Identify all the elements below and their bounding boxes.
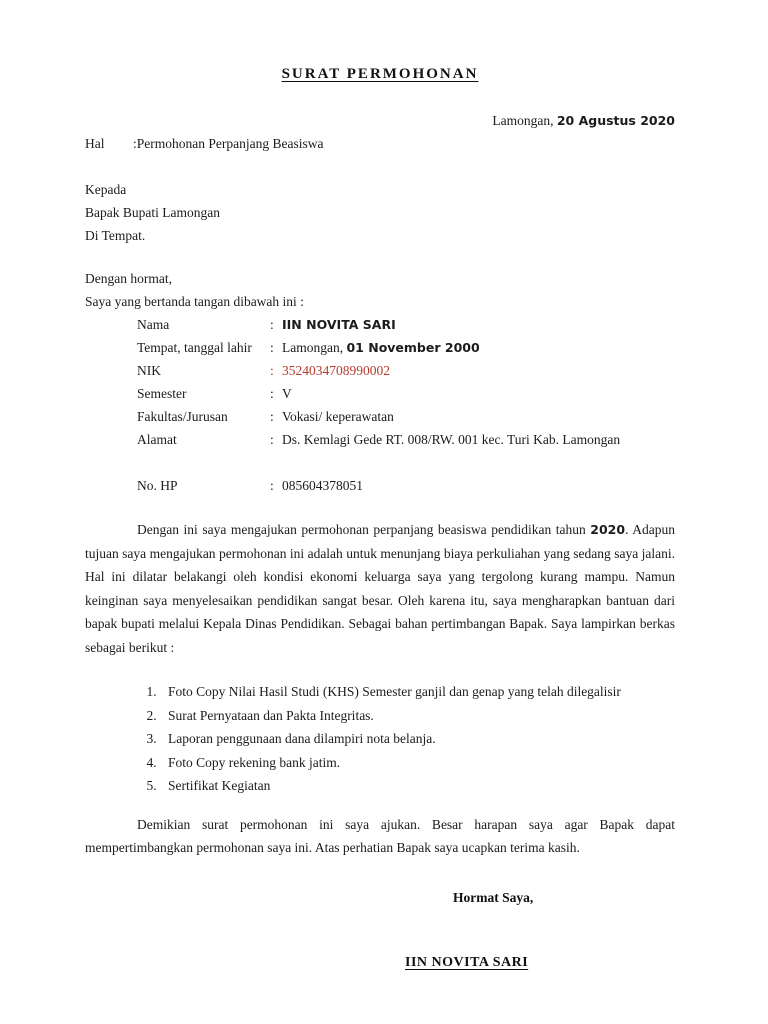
- field-alamat-label: Alamat: [137, 432, 177, 447]
- date-value: 20 Agustus 2020: [556, 113, 675, 128]
- field-row-hp: [137, 474, 675, 497]
- date-place: Lamongan,: [492, 113, 557, 128]
- field-row-ttl: [137, 336, 675, 359]
- field-row-semester: [137, 382, 675, 405]
- request-paragraph-part1: Dengan ini saya mengajukan permohonan perpanjang beasiswa pendidikan tahun: [137, 522, 591, 537]
- field-ttl-label: Tempat, tanggal lahir: [137, 340, 252, 355]
- field-ttl-value-date: 01 November 2000: [346, 340, 480, 355]
- field-hp-colon: :: [270, 478, 274, 493]
- field-semester-label: Semester: [137, 386, 187, 401]
- attachment-item-4: 4. Foto Copy rekening bank jatim.: [160, 751, 675, 775]
- field-semester-value: V: [282, 386, 292, 401]
- field-ttl-colon: :: [270, 340, 274, 355]
- field-nama-label: Nama: [137, 317, 170, 332]
- attachment-item-2: 2. Surat Pernyataan dan Pakta Integritas.: [160, 704, 675, 728]
- field-row-fakultas: [137, 405, 675, 428]
- field-alamat-value: Ds. Kemlagi Gede RT. 008/RW. 001 kec. Turi Kab. Lamongan: [282, 432, 621, 447]
- field-row-alamat: [137, 428, 675, 451]
- closing-paragraph: Demikian surat permohonan ini saya ajukan. Besar harapan saya agar Bapak dapat mempertimbangkan permohonan saya ini. Atas perhatian Bapak saya ucapkan terima kasih.: [85, 816, 675, 855]
- request-paragraph: [85, 518, 675, 659]
- attachment-list: [85, 680, 675, 798]
- recipient-line-1: Kepada: [85, 182, 127, 197]
- field-nik-colon: :: [270, 363, 274, 378]
- salutation-block: [85, 267, 675, 313]
- field-fakultas-value: Vokasi/ keperawatan: [282, 409, 394, 424]
- field-ttl-value: [282, 336, 480, 359]
- request-paragraph-year: 2020: [590, 522, 626, 537]
- recipient-block: [85, 178, 675, 247]
- field-nik-value: 3524034708990002: [282, 363, 390, 378]
- attachment-item-1: 1. Foto Copy Nilai Hasil Studi (KHS) Semester ganjil dan genap yang telah dilegalisir: [160, 680, 675, 704]
- signature-label: Hormat Saya,: [453, 889, 534, 905]
- request-paragraph-part2: . Adapun tujuan saya mengajukan permohonan ini adalah untuk menunjang biaya perkuliahan yang sedang saya jalani. Hal ini dilatar belakangi oleh kondisi ekonomi keluarga saya yang tergolong kurang mampu. Namun keinginan saya menyelesaikan pendidikan sangat besar. Oleh karena itu, saya mengharapkan bantuan dari bapak bupati melalui Kepala Dinas Pendidikan. Sebagai bahan pertimbangan Bapak. Saya lampirkan berkas sebagai berikut :: [85, 522, 675, 655]
- subject-colon: :: [133, 136, 137, 151]
- signature-name: IIN NOVITA SARI: [405, 954, 529, 970]
- subject-value: Permohonan Perpanjang Beasiswa: [136, 136, 324, 151]
- attachment-item-3: 3. Laporan penggunaan dana dilampiri nota belanja.: [160, 727, 675, 751]
- salutation: Dengan hormat,: [85, 271, 172, 286]
- field-fakultas-label: Fakultas/Jurusan: [137, 409, 228, 424]
- recipient-line-2: Bapak Bupati Lamongan: [85, 205, 220, 220]
- field-hp-value: 085604378051: [282, 478, 363, 493]
- field-nama-value: IIN NOVITA SARI: [282, 317, 396, 332]
- field-nama-colon: :: [270, 317, 274, 332]
- field-semester-colon: :: [270, 386, 274, 401]
- field-row-nama: [137, 313, 675, 336]
- subject-line: [85, 132, 675, 155]
- field-alamat-colon: :: [270, 432, 274, 447]
- date-line: [85, 109, 675, 132]
- field-ttl-value-place: Lamongan,: [282, 340, 347, 355]
- field-fakultas-colon: :: [270, 409, 274, 424]
- attachment-item-5: 5. Sertifikat Kegiatan: [160, 774, 675, 798]
- field-nik-label: NIK: [137, 363, 161, 378]
- field-row-nik: [137, 359, 675, 382]
- recipient-line-3: Di Tempat.: [85, 228, 146, 243]
- field-hp-label: No. HP: [137, 478, 178, 493]
- subject-label: Hal: [85, 136, 105, 151]
- letter-title: SURAT PERMOHONAN: [281, 66, 479, 82]
- identity-fields: [85, 313, 675, 497]
- intro-line: Saya yang bertanda tangan dibawah ini :: [85, 294, 304, 309]
